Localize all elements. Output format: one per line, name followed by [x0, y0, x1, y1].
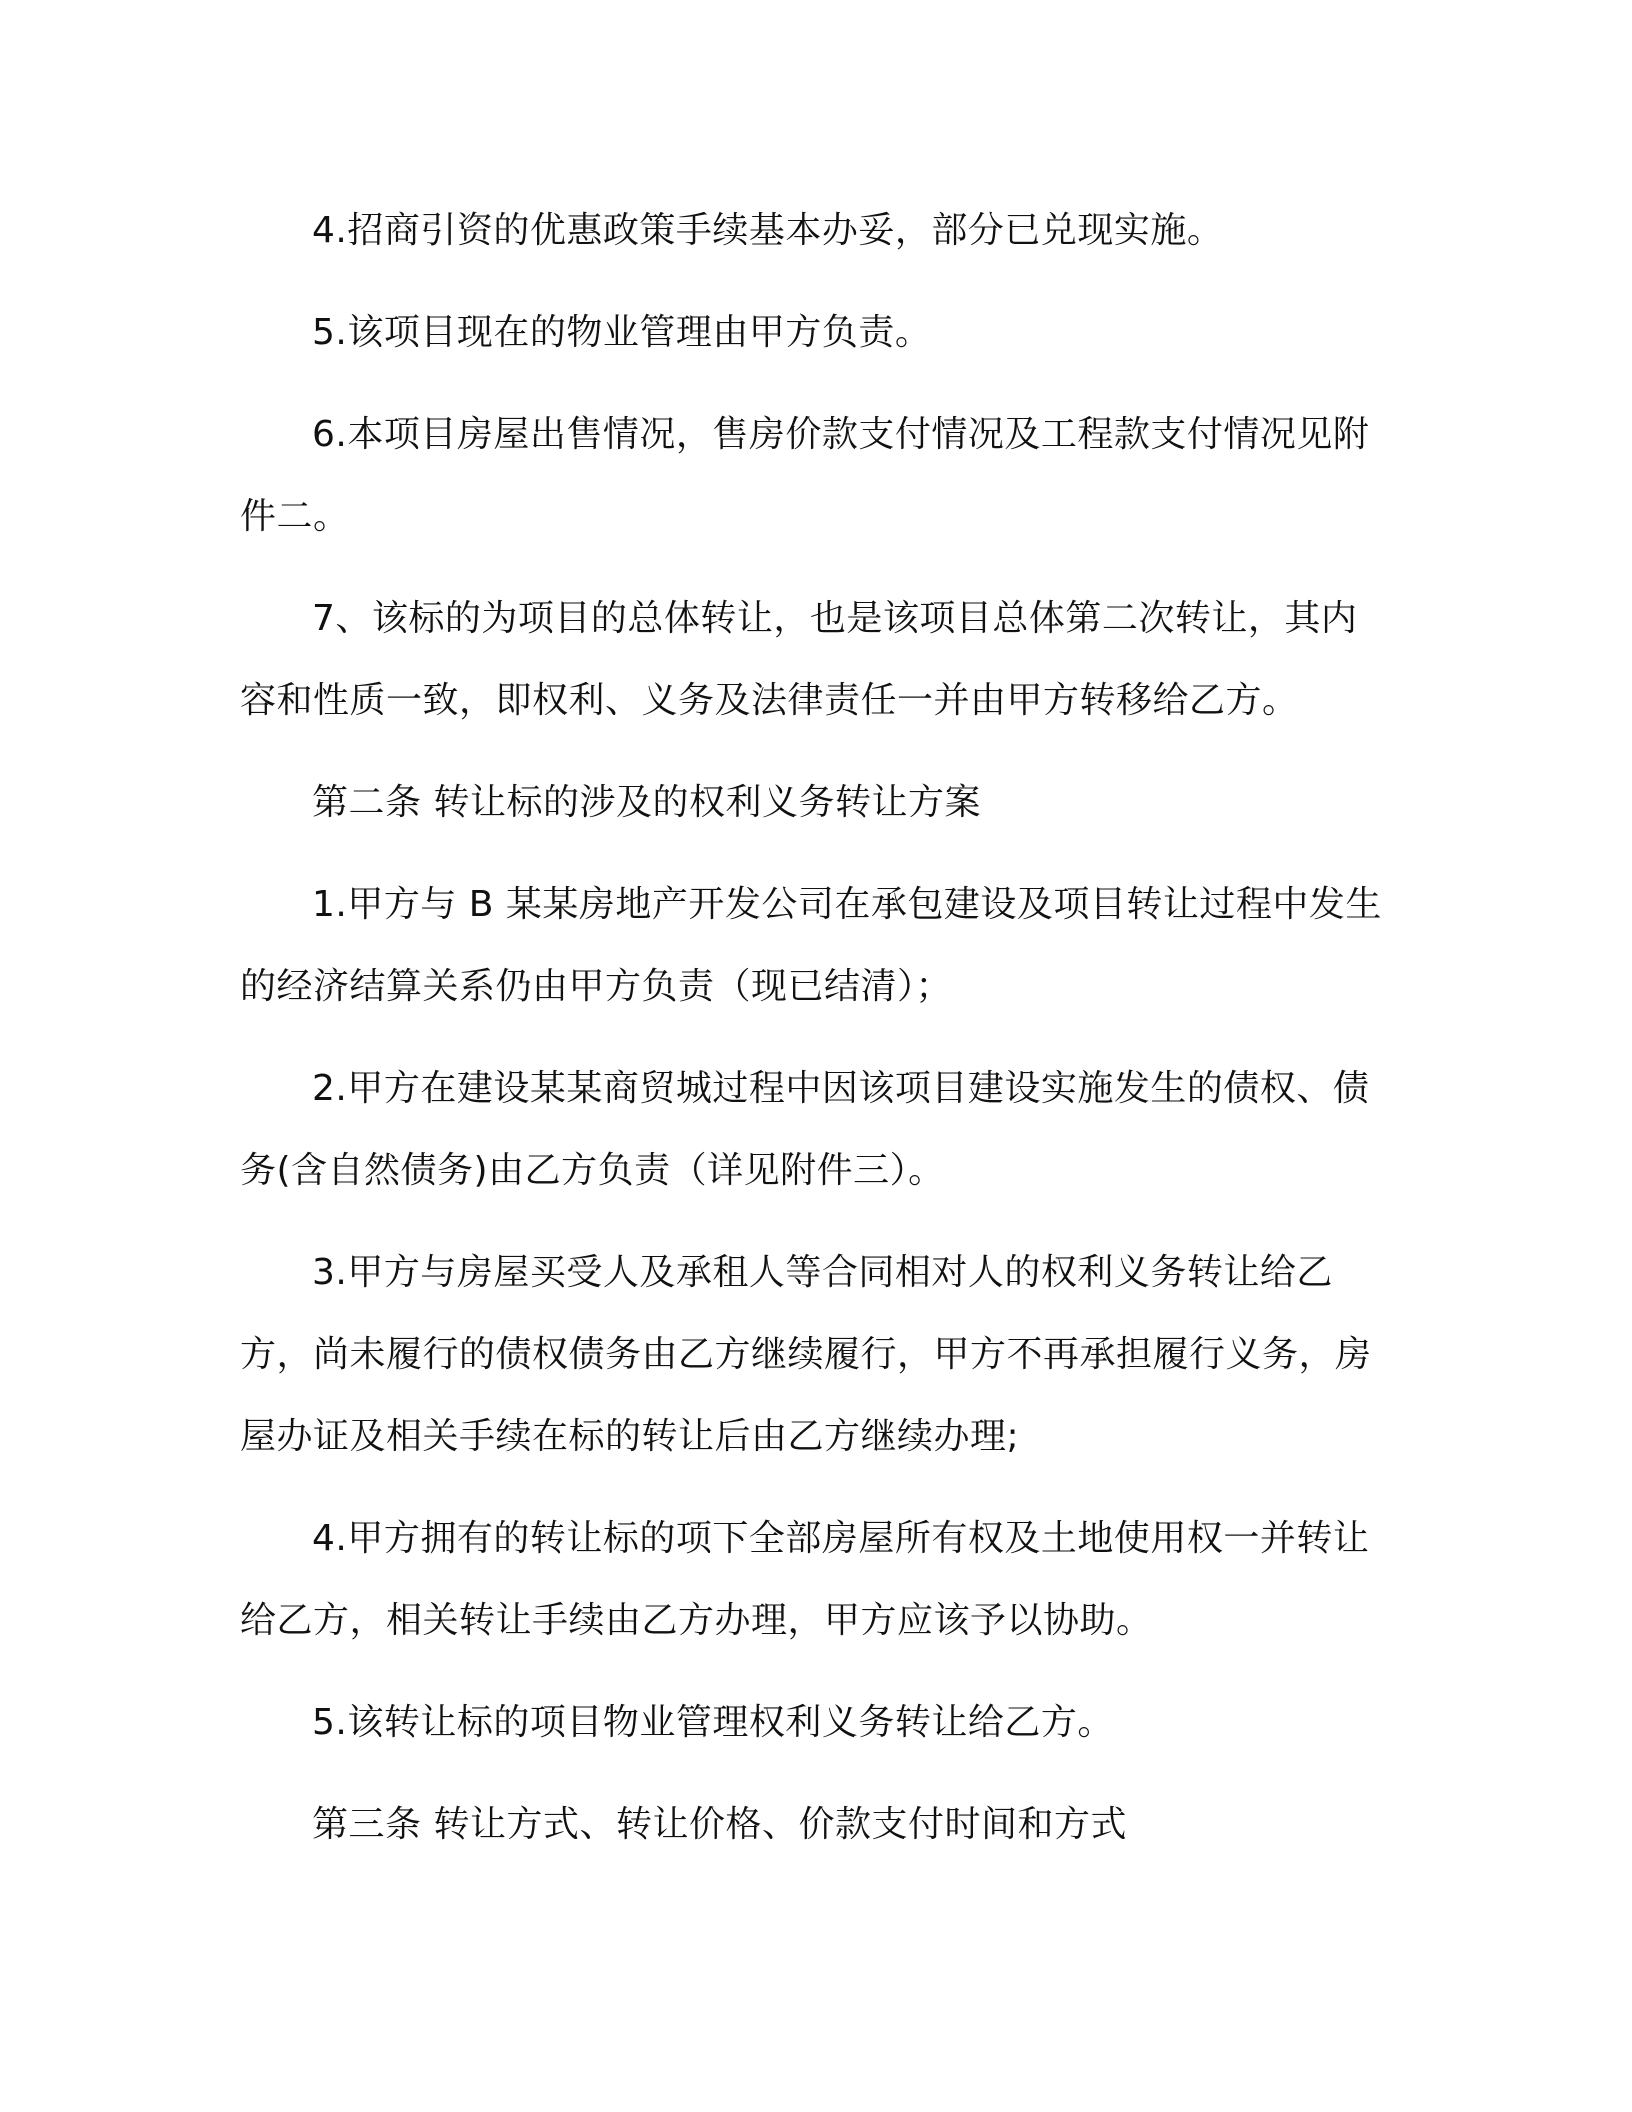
paragraph-item-6: 6.本项目房屋出售情况，售房价款支付情况及工程款支付情况见附件二。: [240, 414, 1370, 537]
article-2-item-1: 1.甲方与 B 某某房地产开发公司在承包建设及项目转让过程中发生的经济结算关系仍由甲方负责（现已结清）；: [240, 884, 1382, 1007]
article-2-item-5: 5.该转让标的项目物业管理权利义务转让给乙方。: [312, 1702, 1114, 1743]
article-2-item-4: 4.甲方拥有的转让标的项下全部房屋所有权及土地使用权一并转让给乙方，相关转让手续由乙方办理，甲方应该予以协助。: [240, 1518, 1370, 1641]
section-heading-article-2: 第二条 转让标的涉及的权利义务转让方案: [312, 782, 981, 823]
paragraph-item-5: 5.该项目现在的物业管理由甲方负责。: [312, 312, 932, 353]
document-body: [240, 190, 1390, 1886]
paragraph-item-4: 4.招商引资的优惠政策手续基本办妥，部分已兑现实施。: [312, 210, 1224, 251]
paragraph-item-7: 7、该标的为项目的总体转让，也是该项目总体第二次转让，其内容和性质一致，即权利、义务及法律责任一并由甲方转移给乙方。: [240, 598, 1358, 721]
article-2-item-3: 3.甲方与房屋买受人及承租人等合同相对人的权利义务转让给乙方，尚未履行的债权债务由乙方继续履行，甲方不再承担履行义务，房屋办证及相关手续在标的转让后由乙方继续办理;: [240, 1252, 1372, 1457]
section-heading-article-3: 第三条 转让方式、转让价格、价款支付时间和方式: [312, 1804, 1127, 1845]
article-2-item-2: 2.甲方在建设某某商贸城过程中因该项目建设实施发生的债权、债务(含自然债务)由乙方负责（详见附件三）。: [240, 1068, 1370, 1191]
